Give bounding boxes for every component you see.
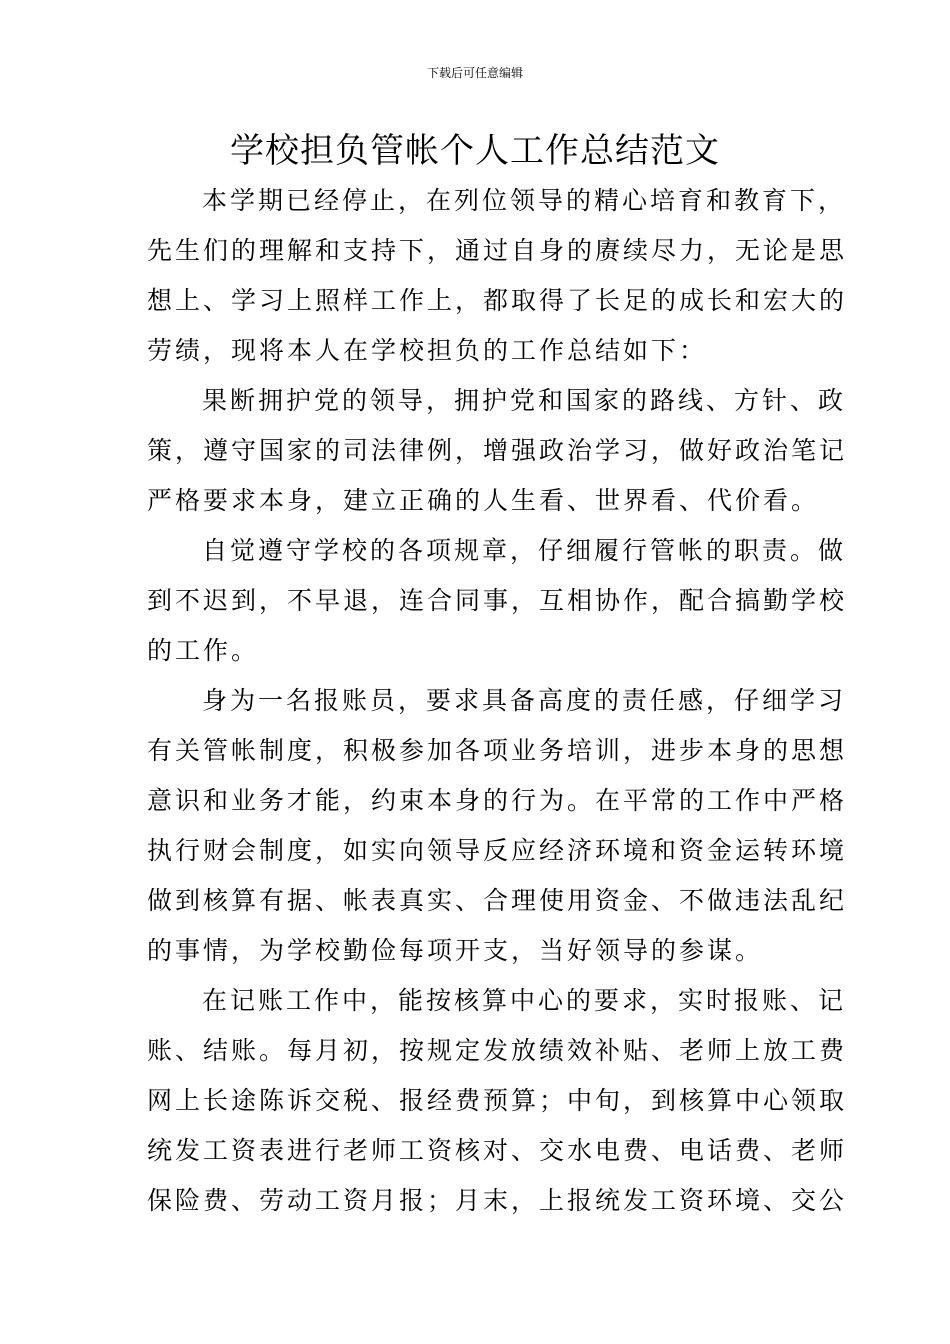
document-body bbox=[147, 176, 848, 1226]
paragraph-line: 想上、学习上照样工作上，都取得了长足的成长和宏大的 bbox=[147, 286, 848, 315]
paragraph-line: 果断拥护党的领导，拥护党和国家的路线、方针、政 bbox=[202, 386, 847, 415]
paragraph-3 bbox=[147, 526, 848, 676]
paragraph-line: 自觉遵守学校的各项规章，仔细履行管帐的职责。做 bbox=[202, 536, 847, 565]
paragraph-1 bbox=[147, 176, 848, 376]
paragraph-line: 到不迟到，不早退，连合同事，互相协作，配合搞勤学校 bbox=[147, 586, 848, 615]
paragraph-line: 意识和业务才能，约束本身的行为。在平常的工作中严格 bbox=[147, 786, 848, 815]
paragraph-line: 的工作。 bbox=[147, 636, 260, 665]
paragraph-line: 统发工资表进行老师工资核对、交水电费、电话费、老师 bbox=[147, 1136, 848, 1165]
paragraph-line: 做到核算有据、帐表真实、合理使用资金、不做违法乱纪 bbox=[147, 886, 848, 915]
paragraph-line: 保险费、劳动工资月报；月末，上报统发工资环境、交公 bbox=[147, 1186, 848, 1215]
paragraph-line: 本学期已经停止，在列位领导的精心培育和教育下， bbox=[202, 186, 847, 215]
paragraph-line: 网上长途陈诉交税、报经费预算；中旬，到核算中心领取 bbox=[147, 1086, 848, 1115]
paragraph-line: 先生们的理解和支持下，通过自身的赓续尽力，无论是思 bbox=[147, 236, 848, 265]
paragraph-line: 执行财会制度，如实向领导反应经济环境和资金运转环境 bbox=[147, 836, 848, 865]
paragraph-line: 的事情，为学校勤俭每项开支，当好领导的参谋。 bbox=[147, 936, 764, 965]
header-note: 下载后可任意编辑 bbox=[426, 66, 523, 80]
paragraph-5 bbox=[147, 976, 848, 1226]
paragraph-line: 严格要求本身，建立正确的人生看、世界看、代价看。 bbox=[147, 486, 820, 515]
paragraph-line: 身为一名报账员，要求具备高度的责任感，仔细学习 bbox=[202, 686, 847, 715]
paragraph-line: 在记账工作中，能按核算中心的要求，实时报账、记 bbox=[202, 986, 847, 1015]
document-title: 学校担负管帐个人工作总结范文 bbox=[230, 131, 720, 171]
paragraph-line: 账、结账。每月初，按规定发放绩效补贴、老师上放工费 bbox=[147, 1036, 848, 1065]
paragraph-2 bbox=[147, 376, 848, 526]
paragraph-line: 劳绩，现将本人在学校担负的工作总结如下： bbox=[147, 336, 708, 365]
paragraph-line: 有关管帐制度，积极参加各项业务培训，进步本身的思想 bbox=[147, 736, 848, 765]
paragraph-4 bbox=[147, 676, 848, 976]
paragraph-line: 策，遵守国家的司法律例，增强政治学习，做好政治笔记 bbox=[147, 436, 848, 465]
